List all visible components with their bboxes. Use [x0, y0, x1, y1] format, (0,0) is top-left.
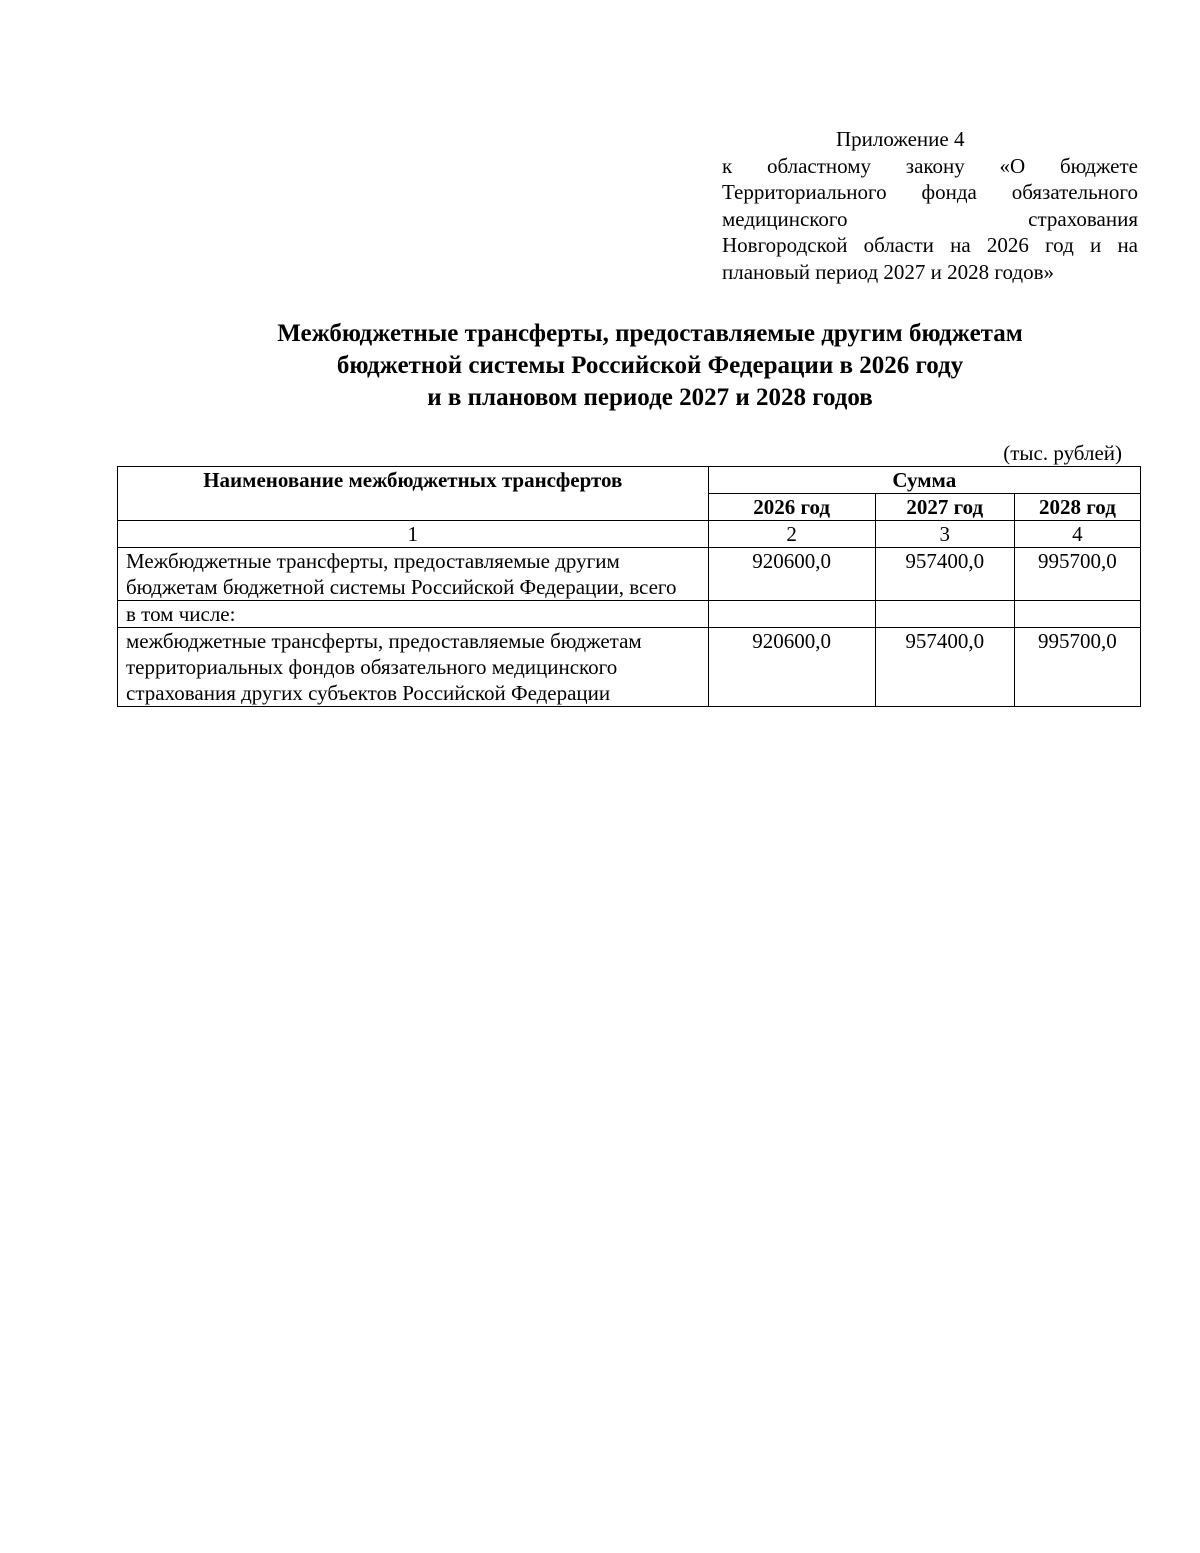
- value-cell: 920600,0: [708, 628, 875, 707]
- value-cell: [1014, 601, 1140, 628]
- value-cell: 920600,0: [708, 548, 875, 601]
- table-row: [118, 601, 1141, 628]
- row-name-cell: в том числе:: [118, 601, 709, 628]
- row-name-cell: Межбюджетные трансферты, предоставляемые другим бюджетам бюджетной системы Российской Федерации, всего: [118, 548, 709, 601]
- table-row: [118, 548, 1141, 601]
- value-cell: 957400,0: [875, 548, 1014, 601]
- appendix-title: Приложение 4: [836, 127, 965, 151]
- column-numbers-row: [118, 521, 1141, 548]
- units-label: (тыс. рублей): [1003, 441, 1122, 465]
- column-number-cell: 2: [708, 521, 875, 548]
- appendix-line: плановый период 2027 и 2028 годов»: [722, 259, 1054, 284]
- header-sum-cell: Сумма: [708, 467, 1140, 494]
- appendix-block: [722, 126, 1138, 285]
- appendix-line: Новгородской области на 2026 год и на: [722, 233, 1138, 257]
- table-row: [118, 628, 1141, 707]
- document-title-line: бюджетной системы Российской Федерации в 2026 году: [336, 352, 964, 379]
- appendix-line: к областному закону «О бюджете: [722, 153, 1138, 178]
- row-name-cell: межбюджетные трансферты, предоставляемые бюджетам территориальных фондов обязательного медицинского страхования других субъектов Российской Федерации: [118, 628, 709, 707]
- value-cell: 957400,0: [875, 628, 1014, 707]
- header-name-cell: Наименование межбюджетных трансфертов: [118, 467, 709, 521]
- column-number-cell: 4: [1014, 521, 1140, 548]
- column-number-cell: 3: [875, 521, 1014, 548]
- value-cell: 995700,0: [1014, 628, 1140, 707]
- header-year-cell: 2028 год: [1014, 494, 1140, 521]
- table-header-row: [118, 467, 1141, 494]
- value-cell: 995700,0: [1014, 548, 1140, 601]
- document-title-line: и в плановом периоде 2027 и 2028 годов: [427, 384, 873, 411]
- document-title: [100, 318, 1200, 414]
- transfers-table: [117, 466, 1141, 707]
- appendix-line: медицинского страхования: [722, 206, 1138, 231]
- header-year-cell: 2027 год: [875, 494, 1014, 521]
- document-title-line: Межбюджетные трансферты, предоставляемые другим бюджетам: [277, 320, 1023, 347]
- column-number-cell: 1: [118, 521, 709, 548]
- header-year-cell: 2026 год: [708, 494, 875, 521]
- value-cell: [708, 601, 875, 628]
- appendix-line: Территориального фонда обязательного: [722, 180, 1138, 204]
- value-cell: [875, 601, 1014, 628]
